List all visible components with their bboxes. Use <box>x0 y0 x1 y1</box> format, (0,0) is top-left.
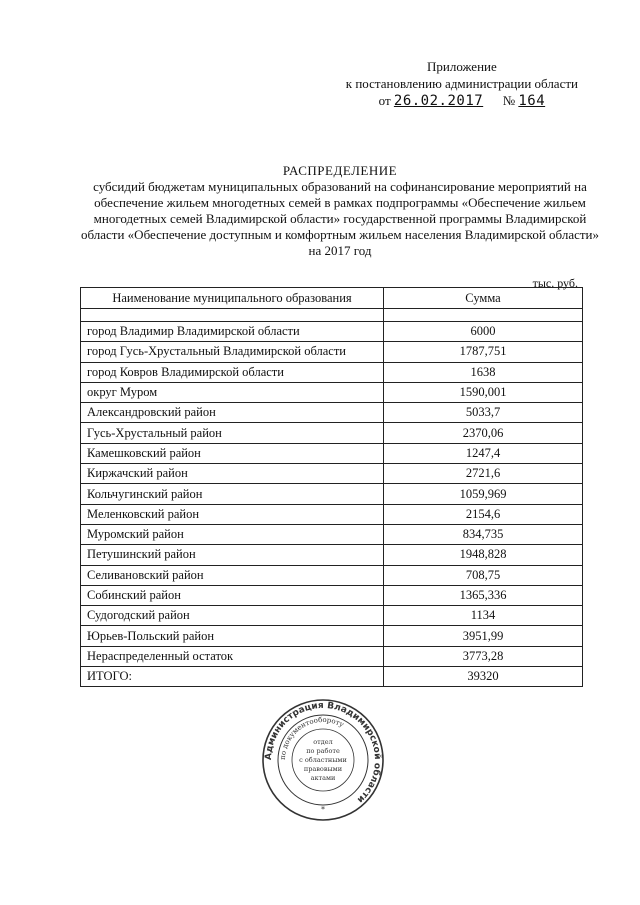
table-row <box>81 484 583 504</box>
row-sum: 1590,001 <box>384 382 583 402</box>
table-row <box>81 362 583 382</box>
stamp-center-line-5: актами <box>310 774 336 782</box>
row-name: Александровский район <box>81 403 384 423</box>
table-row <box>81 382 583 402</box>
document-title <box>80 163 600 259</box>
row-name: Нераспределенный остаток <box>81 646 384 666</box>
row-name: Судогодский район <box>81 606 384 626</box>
table-header-row <box>81 288 583 309</box>
title-heading: РАСПРЕДЕЛЕНИЕ <box>282 163 398 178</box>
total-sum: 39320 <box>384 667 583 687</box>
table-blank-row <box>81 309 583 322</box>
table-row <box>81 646 583 666</box>
table-row <box>81 504 583 524</box>
stamp-center-line-2: по работе <box>306 747 340 755</box>
row-sum: 2721,6 <box>384 464 583 484</box>
appendix-header <box>346 58 578 110</box>
table-total-row <box>81 667 583 687</box>
official-stamp <box>258 698 388 822</box>
row-name: Кольчугинский район <box>81 484 384 504</box>
row-sum: 834,735 <box>384 524 583 544</box>
row-name: округ Муром <box>81 382 384 402</box>
row-sum: 1059,969 <box>384 484 583 504</box>
row-name: город Владимир Владимирской области <box>81 322 384 342</box>
row-name: Селивановский район <box>81 565 384 585</box>
table-row <box>81 606 583 626</box>
row-name: город Гусь-Хрустальный Владимирской области <box>81 342 384 362</box>
row-name: Камешковский район <box>81 443 384 463</box>
row-name: Гусь-Хрустальный район <box>81 423 384 443</box>
appendix-label: Приложение <box>426 59 497 74</box>
row-sum: 5033,7 <box>384 403 583 423</box>
row-sum: 2154,6 <box>384 504 583 524</box>
title-line-1: субсидий бюджетам муниципальных образований на софинансирование мероприятий на <box>93 179 587 194</box>
stamp-inner-ring-text: по документообороту <box>278 715 346 761</box>
table-row <box>81 403 583 423</box>
stamp-center-line-3: с областными <box>299 756 347 764</box>
row-sum: 3773,28 <box>384 646 583 666</box>
unit-label: тыс. руб. <box>532 276 578 290</box>
table-row <box>81 626 583 646</box>
title-line-3: многодетных семей Владимирской области» государственной программы Владимирской <box>93 211 587 226</box>
row-name: Муромский район <box>81 524 384 544</box>
date-prefix: от <box>378 93 391 108</box>
table-row <box>81 464 583 484</box>
total-label: ИТОГО: <box>81 667 384 687</box>
table-row <box>81 342 583 362</box>
stamp-center-line-1: отдел <box>313 738 333 746</box>
row-sum: 1787,751 <box>384 342 583 362</box>
row-name: Юрьев-Польский район <box>81 626 384 646</box>
distribution-table <box>80 287 583 687</box>
decree-date: 26.02.2017 <box>393 93 484 109</box>
row-sum: 2370,06 <box>384 423 583 443</box>
row-sum: 6000 <box>384 322 583 342</box>
row-name: город Ковров Владимирской области <box>81 362 384 382</box>
row-name: Меленковский район <box>81 504 384 524</box>
table-row <box>81 322 583 342</box>
title-line-4: области «Обеспечение доступным и комфортным жильем населения Владимирской области» <box>80 227 600 242</box>
number-prefix: № <box>502 93 516 108</box>
table-row <box>81 443 583 463</box>
table-row <box>81 524 583 544</box>
stamp-outer-text: Администрация Владимирской области <box>263 700 383 805</box>
row-sum: 1134 <box>384 606 583 626</box>
decree-date-number <box>346 92 578 110</box>
row-sum: 1948,828 <box>384 545 583 565</box>
table-row <box>81 565 583 585</box>
row-name: Петушинский район <box>81 545 384 565</box>
row-sum: 708,75 <box>384 565 583 585</box>
table-row <box>81 423 583 443</box>
decree-number: 164 <box>518 93 546 109</box>
row-sum: 1247,4 <box>384 443 583 463</box>
stamp-star-icon: * <box>321 805 325 814</box>
column-header-name: Наименование муниципального образования <box>81 288 384 309</box>
row-sum: 1365,336 <box>384 585 583 605</box>
stamp-center-line-4: правовыми <box>303 765 343 773</box>
title-line-5: на 2017 год <box>308 243 372 258</box>
row-sum: 1638 <box>384 362 583 382</box>
column-header-sum: Сумма <box>384 288 583 309</box>
row-name: Киржачский район <box>81 464 384 484</box>
table-row <box>81 545 583 565</box>
row-name: Собинский район <box>81 585 384 605</box>
appendix-reference: к постановлению администрации области <box>345 76 578 91</box>
title-line-2: обеспечение жильем многодетных семей в рамках подпрограммы «Обеспечение жильем <box>94 195 586 210</box>
row-sum: 3951,99 <box>384 626 583 646</box>
table-row <box>81 585 583 605</box>
